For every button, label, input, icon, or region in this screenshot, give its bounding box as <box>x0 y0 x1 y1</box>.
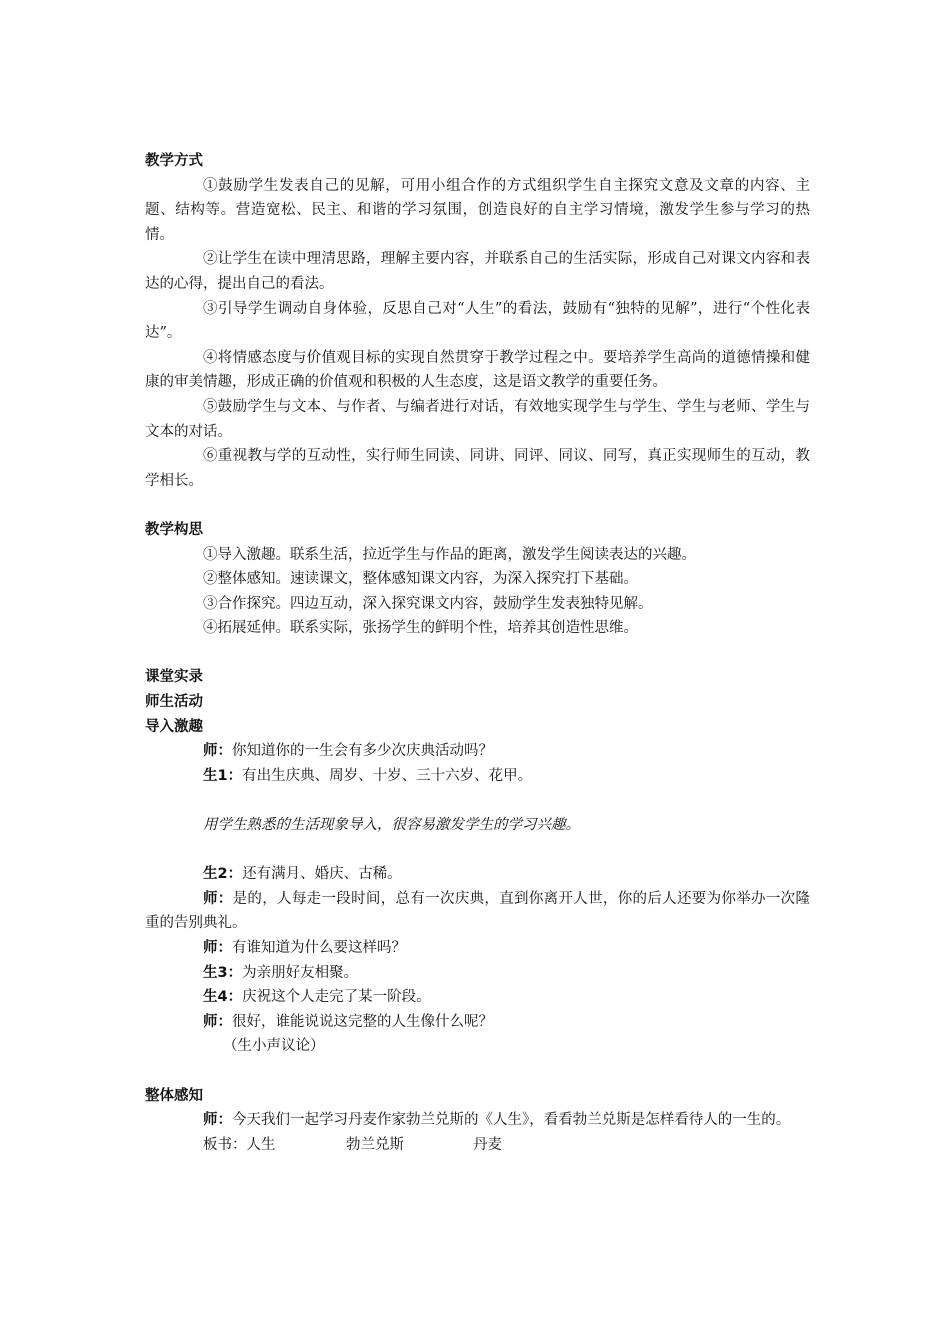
method-paragraph: ④将情感态度与价值观目标的实现自然贯穿于教学过程之中。要培养学生高尚的道德情操和健康的审美情趣，形成正确的价值观和积极的人生态度，这是语文教学的重要任务。 <box>145 349 810 391</box>
spacer <box>145 641 810 666</box>
spacer <box>145 493 810 518</box>
speaker-label: 师： <box>203 940 232 956</box>
dialogue-line <box>145 961 810 986</box>
dialogue-line <box>145 862 810 887</box>
dialogue-text: 你知道你的一生会有多少次庆典活动吗？ <box>232 743 493 760</box>
dialogue-text: 今天我们一起学习丹麦作家勃兰兑斯的《人生》，看看勃兰兑斯是怎样看待人的一生的。 <box>232 1112 791 1129</box>
design-item: ③合作探究。四边互动，深入探究课文内容，鼓励学生发表独特见解。 <box>203 595 653 612</box>
dialogue-line <box>145 1010 810 1035</box>
design-item: ①导入激趣。联系生活，拉近学生与作品的距离，激发学生阅读表达的兴趣。 <box>203 546 696 563</box>
method-paragraph: ①鼓励学生发表自己的见解，可用小组合作的方式组织学生自主探究文意及文章的内容、主题、结构等。营造宽松、民主、和谐的学习氛围，创造良好的自主学习情境，激发学生参与学习的热情。 <box>145 177 810 243</box>
speaker-label: 师： <box>203 1112 232 1129</box>
dialogue-line <box>145 887 810 936</box>
dialogue-line <box>145 936 810 961</box>
method-paragraph: ⑤鼓励学生与文本、与作者、与编者进行对话，有效地实现学生与学生、学生与老师、学生与文本的对话。 <box>145 398 810 440</box>
speaker-label: 生3： <box>203 964 243 981</box>
dialogue-text: 很好，谁能说说这完整的人生像什么呢？ <box>232 1013 493 1030</box>
speaker-label: 师： <box>203 1013 232 1030</box>
dialogue-text: 是的，人每走一段时间，总有一次庆典，直到你离开人世，你的后人还要为你举办一次隆重的告别典礼。 <box>145 890 810 932</box>
dialogue-text: 还有满月、婚庆、古稀。 <box>242 866 402 883</box>
section-title-teaching-design: 教学构思 <box>145 521 203 538</box>
section-title-overall: 整体感知 <box>145 1087 203 1104</box>
spacer <box>145 1059 810 1084</box>
teaching-comment: 用学生熟悉的生活现象导入，很容易激发学生的学习兴趣。 <box>203 817 580 834</box>
board-country: 丹麦 <box>473 1136 502 1153</box>
section-title-classroom: 课堂实录 <box>145 669 203 686</box>
design-item: ④拓展延伸。联系实际，张扬学生的鲜明个性，培养其创造性思维。 <box>203 620 638 637</box>
dialogue-line <box>145 985 810 1010</box>
dialogue-line <box>145 764 810 789</box>
method-paragraph: ③引导学生调动自身体验，反思自己对“人生”的看法，鼓励有“独特的见解”，进行“个性化表达”。 <box>145 300 810 342</box>
speaker-label: 师： <box>203 743 232 760</box>
dialogue-line <box>145 1108 810 1133</box>
dialogue-text: 庆祝这个人走完了某一阶段。 <box>242 989 431 1006</box>
document-page <box>145 149 810 1157</box>
method-paragraph: ②让学生在读中理清思路，理解主要内容，并联系自己的生活实际，形成自己对课文内容和表达的心得，提出自己的看法。 <box>145 251 810 292</box>
spacer <box>145 788 810 813</box>
design-item: ②整体感知。速读课文，整体感知课文内容，为深入探究打下基础。 <box>203 571 638 588</box>
section-title-teaching-method: 教学方式 <box>145 153 203 169</box>
section-subtitle-activities: 师生活动 <box>145 694 203 711</box>
stage-direction: （生小声议论） <box>223 1038 325 1055</box>
speaker-label: 生1： <box>203 767 243 784</box>
dialogue-text: 有出生庆典、周岁、十岁、三十六岁、花甲。 <box>242 767 533 784</box>
spacer <box>145 838 810 863</box>
blackboard-notes <box>145 1133 810 1158</box>
dialogue-line <box>145 739 810 764</box>
dialogue-text: 为亲朋好友相聚。 <box>242 964 359 981</box>
section-title-intro: 导入激趣 <box>145 718 203 735</box>
speaker-label: 生4： <box>203 989 243 1006</box>
method-paragraph: ⑥重视教与学的互动性，实行师生同读、同讲、同评、同议、同写，真正实现师生的互动，教学相长。 <box>145 448 810 489</box>
speaker-label: 生2： <box>203 866 243 883</box>
board-author: 勃兰兑斯 <box>346 1136 404 1153</box>
dialogue-text: 有谁知道为什么要这样吗？ <box>232 940 406 956</box>
board-label: 板书：人生 <box>203 1136 276 1153</box>
speaker-label: 师： <box>203 890 233 907</box>
